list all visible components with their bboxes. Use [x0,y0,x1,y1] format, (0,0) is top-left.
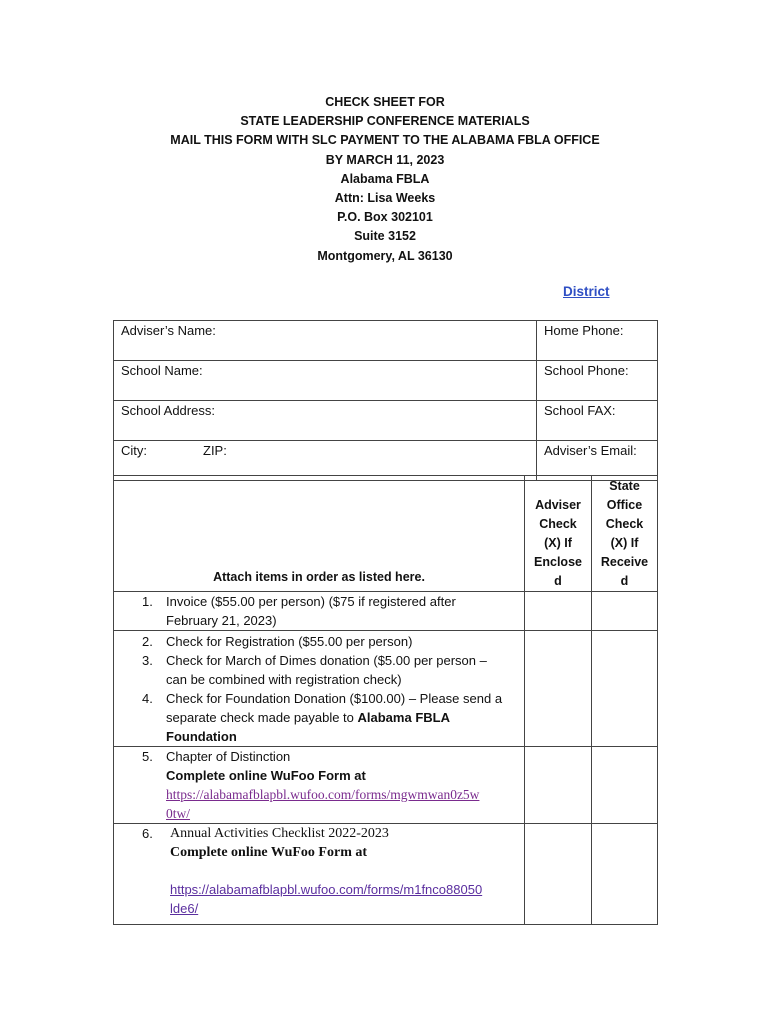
item-number: 4. [142,691,153,706]
item-text: Complete online WuFoo Form at [166,768,366,783]
state-check-cell[interactable] [592,824,658,925]
item-text: Check for Foundation Donation ($100.00) – Please send a [166,691,503,706]
zip-label: ZIP: [203,443,227,458]
item-text: Check for Registration ($55.00 per person) [166,634,413,649]
adviser-check-cell[interactable] [525,592,592,631]
state-check-header-line: State [609,479,640,493]
state-check-header-line: Receive [600,555,649,569]
item-text: February 21, 2023) [166,613,277,628]
header-line: MAIL THIS FORM WITH SLC PAYMENT TO THE ALABAMA FBLA OFFICE [170,133,600,148]
school-phone-label: School Phone: [544,363,629,378]
home-phone-field[interactable] [537,321,658,361]
adviser-info-table [113,320,658,481]
adviser-name-field[interactable] [114,321,537,361]
header-line: Montgomery, AL 36130 [317,248,453,263]
adviser-check-cell[interactable] [525,747,592,824]
wufoo-link[interactable]: lde6/ [170,901,199,916]
item-text: can be combined with registration check) [166,672,402,687]
list-item [114,689,524,746]
state-check-header-line: d [620,574,629,588]
header-line: P.O. Box 302101 [337,210,433,225]
school-name-field[interactable] [114,361,537,401]
item-text: Check for March of Dimes donation ($5.00 per person – [166,653,487,668]
school-name-label: School Name: [121,363,203,378]
item-number: 6. [142,826,153,841]
adviser-check-header-line: Enclose [534,555,582,569]
table-row [114,592,525,631]
state-check-header-line: Office [606,498,643,512]
item-text: Chapter of Distinction [166,749,291,764]
state-check-header [592,476,658,592]
table-row [114,631,525,747]
attach-heading-cell [114,476,525,592]
home-phone-label: Home Phone: [544,323,624,338]
school-fax-label: School FAX: [544,403,616,418]
school-address-label: School Address: [121,403,215,418]
item-number: 2. [142,634,153,649]
adviser-email-label: Adviser’s Email: [544,443,637,458]
adviser-check-header-line: (X) If [544,536,572,550]
adviser-name-label: Adviser’s Name: [121,323,216,338]
materials-checklist-table [113,475,658,925]
wufoo-link[interactable]: https://alabamafblapbl.wufoo.com/forms/mgwmwan0z5w [166,787,480,802]
list-item [114,747,524,823]
adviser-check-cell[interactable] [525,824,592,925]
item-text: separate check made payable to [166,710,358,725]
adviser-check-header-line: Adviser [535,498,581,512]
state-check-header-line: (X) If [610,536,639,550]
list-item [114,632,524,651]
state-check-header-line: Check [605,517,644,531]
item-number: 3. [142,653,153,668]
item-text: Complete online WuFoo Form at [170,845,368,860]
adviser-check-cell[interactable] [525,631,592,747]
form-header [0,93,770,266]
list-item [114,824,524,918]
adviser-check-header-line: d [554,574,562,588]
header-line: Alabama FBLA [340,171,430,186]
item-number: 5. [142,749,153,764]
attach-heading: Attach items in order as listed here. [213,570,425,584]
list-item [114,651,524,689]
item-text: Alabama FBLA [357,710,450,725]
school-phone-field[interactable] [537,361,658,401]
table-row [114,824,525,925]
state-check-cell[interactable] [592,631,658,747]
school-fax-field[interactable] [537,401,658,441]
state-check-cell[interactable] [592,747,658,824]
header-line: STATE LEADERSHIP CONFERENCE MATERIALS [240,114,530,129]
state-check-cell[interactable] [592,592,658,631]
school-address-field[interactable] [114,401,537,441]
item-text: Invoice ($55.00 per person) ($75 if registered after [166,594,456,609]
wufoo-link[interactable]: 0tw/ [166,806,191,821]
item-text: Foundation [166,729,237,744]
item-text: Annual Activities Checklist 2022-2023 [170,826,389,841]
header-line: CHECK SHEET FOR [325,95,445,109]
header-line: Suite 3152 [354,229,416,244]
district-field-label[interactable]: District [563,284,610,299]
table-row [114,747,525,824]
adviser-check-header [525,476,592,592]
item-number: 1. [142,594,153,609]
adviser-check-header-line: Check [539,517,577,531]
wufoo-link[interactable]: https://alabamafblapbl.wufoo.com/forms/m1fnco88050 [170,882,483,897]
city-label: City: [121,443,147,458]
header-line: Attn: Lisa Weeks [334,191,436,206]
list-item [114,592,524,630]
header-line: BY MARCH 11, 2023 [325,152,445,167]
